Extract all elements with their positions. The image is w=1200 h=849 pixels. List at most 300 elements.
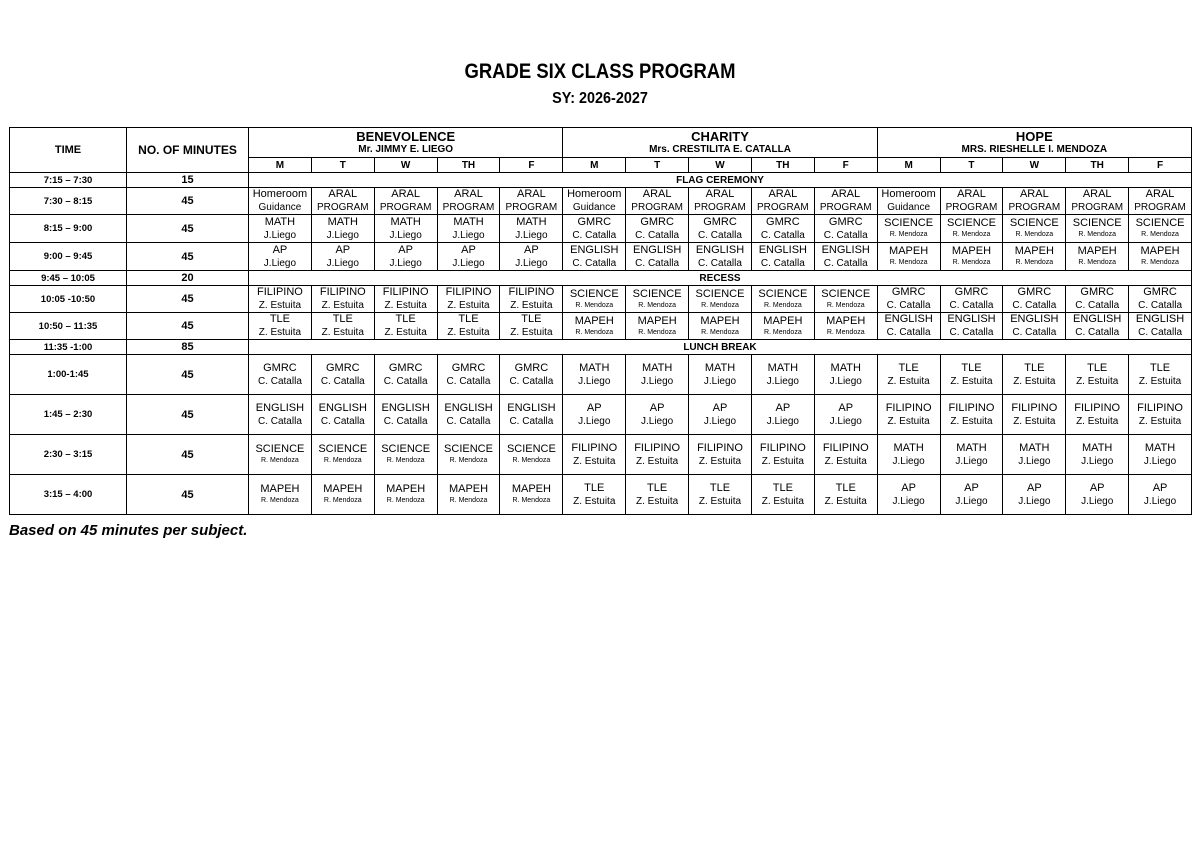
subject-teacher: R. Mendoza [952, 259, 991, 266]
subject-cell [563, 215, 626, 243]
subject-cell [500, 286, 563, 313]
subject-teacher: R. Mendoza [1015, 259, 1054, 266]
subject-teacher: PROGRAM [1134, 202, 1186, 213]
subject-cell [877, 313, 940, 340]
subject-name: MATH [390, 215, 421, 228]
subject-teacher: Z. Estuita [510, 327, 553, 338]
subject-name: ENGLISH [695, 243, 745, 256]
subject-teacher: R. Mendoza [449, 497, 488, 504]
minutes-cell: 45 [127, 395, 249, 435]
subject-name: MAPEH [826, 314, 866, 327]
subject-teacher: C. Catalla [383, 375, 428, 387]
subject-cell [500, 355, 563, 395]
subject-name: MAPEH [1140, 245, 1180, 257]
header-time: TIME [10, 128, 127, 173]
subject-name: SCIENCE [1009, 217, 1059, 229]
subject-name: GMRC [263, 361, 297, 374]
subject-name: GMRC [640, 215, 674, 228]
subject-name: GMRC [766, 215, 800, 228]
subject-cell [1066, 215, 1129, 243]
day-header: W [374, 158, 437, 173]
subject-name: Homeroom [881, 188, 936, 200]
subject-teacher: PROGRAM [631, 202, 683, 213]
subject-teacher: C. Catalla [1012, 327, 1057, 338]
subject-name: ENGLISH [758, 243, 807, 256]
subject-teacher: J.Liego [515, 257, 548, 269]
day-header: T [311, 158, 374, 173]
subject-name: ARAL [768, 188, 798, 200]
subject-cell [877, 435, 940, 475]
subject-name: ENGLISH [884, 313, 933, 325]
subject-cell [751, 243, 814, 271]
subject-name: FILIPINO [508, 286, 555, 298]
time-cell: 9:45 – 10:05 [10, 271, 127, 286]
subject-cell [1003, 355, 1066, 395]
subject-name: GMRC [577, 215, 612, 228]
day-header: W [1003, 158, 1066, 173]
subject-cell [437, 243, 500, 271]
subject-teacher: J.Liego [955, 455, 988, 467]
table-row [10, 395, 1192, 435]
subject-name: TLE [269, 313, 291, 325]
subject-name: ARAL [831, 188, 861, 200]
subject-cell [437, 435, 500, 475]
subject-teacher: R. Mendoza [449, 457, 488, 464]
subject-cell [563, 355, 626, 395]
subject-cell [1003, 395, 1066, 435]
subject-name: MATH [830, 361, 861, 374]
subject-teacher: Z. Estuita [950, 415, 993, 427]
time-cell: 9:00 – 9:45 [10, 243, 127, 271]
subject-teacher: R. Mendoza [1141, 231, 1179, 238]
subject-teacher: Z. Estuita [761, 455, 804, 467]
subject-cell [689, 435, 752, 475]
subject-name: Homeroom [252, 188, 308, 200]
subject-cell [563, 286, 626, 313]
subject-cell [689, 475, 752, 515]
time-cell: 10:50 – 11:35 [10, 313, 127, 340]
subject-cell [1003, 286, 1066, 313]
minutes-cell: 15 [127, 173, 249, 188]
subject-teacher: J.Liego [1018, 455, 1051, 467]
subject-cell [1129, 286, 1192, 313]
subject-teacher: Z. Estuita [573, 455, 616, 467]
subject-teacher: C. Catalla [446, 375, 491, 387]
table-row [10, 475, 1192, 515]
subject-name: GMRC [388, 361, 423, 374]
break-cell: FLAG CEREMONY [249, 173, 1192, 188]
time-cell: 7:15 – 7:30 [10, 173, 127, 188]
subject-teacher: Z. Estuita [824, 495, 867, 507]
subject-cell [1129, 355, 1192, 395]
subject-cell [374, 313, 437, 340]
subject-cell [249, 313, 312, 340]
subject-teacher: PROGRAM [757, 202, 809, 213]
school-year: SY: 2026-2027 [552, 90, 648, 107]
subject-name: FILIPINO [382, 286, 429, 298]
subject-teacher: C. Catalla [823, 257, 868, 269]
subject-teacher: Z. Estuita [1076, 415, 1119, 427]
subject-cell [437, 355, 500, 395]
subject-cell [1129, 215, 1192, 243]
subject-name: MAPEH [1077, 245, 1117, 257]
subject-name: MATH [641, 361, 673, 374]
subject-cell [689, 188, 752, 215]
subject-teacher: R. Mendoza [638, 328, 676, 336]
subject-name: GMRC [451, 361, 486, 374]
subject-teacher: PROGRAM [442, 202, 495, 213]
subject-teacher: R. Mendoza [952, 231, 991, 238]
subject-name: ARAL [454, 188, 483, 200]
subject-cell [311, 475, 374, 515]
subject-name: MATH [579, 361, 610, 374]
subject-teacher: Z. Estuita [887, 375, 930, 387]
subject-name: ARAL [1082, 188, 1112, 200]
subject-name: AP [775, 401, 791, 414]
subject-name: GMRC [891, 286, 926, 298]
subject-cell [1066, 395, 1129, 435]
minutes-cell: 85 [127, 340, 249, 355]
subject-cell [689, 313, 752, 340]
subject-cell [940, 188, 1003, 215]
subject-teacher: Z. Estuita [258, 300, 302, 311]
subject-name: MATH [327, 215, 358, 228]
subject-cell [1003, 313, 1066, 340]
subject-name: ARAL [642, 188, 672, 200]
subject-name: SCIENCE [695, 287, 745, 300]
subject-cell [374, 395, 437, 435]
subject-cell [940, 243, 1003, 271]
subject-cell [626, 313, 689, 340]
subject-name: AP [901, 481, 916, 494]
subject-teacher: PROGRAM [505, 202, 558, 213]
subject-name: FILIPINO [634, 441, 681, 454]
subject-teacher: J.Liego [1081, 495, 1114, 507]
subject-name: ENGLISH [1135, 313, 1185, 325]
subject-name: TLE [898, 361, 919, 374]
subject-teacher: J.Liego [389, 229, 422, 241]
break-cell: LUNCH BREAK [249, 340, 1192, 355]
subject-cell [1129, 188, 1192, 215]
subject-name: TLE [709, 481, 731, 494]
minutes-cell: 45 [127, 355, 249, 395]
subject-cell [940, 435, 1003, 475]
subject-name: AP [272, 243, 288, 256]
subject-teacher: C. Catalla [257, 375, 302, 387]
subject-teacher: J.Liego [766, 375, 799, 387]
subject-cell [437, 215, 500, 243]
table-row [10, 340, 1192, 355]
subject-teacher: C. Catalla [1138, 327, 1182, 338]
subject-cell [1066, 355, 1129, 395]
subject-teacher: R. Mendoza [763, 301, 802, 309]
subject-cell [437, 286, 500, 313]
subject-cell [689, 286, 752, 313]
subject-cell [374, 286, 437, 313]
subject-name: TLE [1087, 361, 1108, 374]
subject-teacher: R. Mendoza [638, 301, 676, 309]
subject-teacher: C. Catalla [509, 375, 554, 387]
subject-teacher: C. Catalla [698, 229, 742, 241]
subject-name: MAPEH [574, 314, 614, 327]
subject-teacher: C. Catalla [257, 415, 302, 427]
subject-teacher: J.Liego [892, 455, 925, 467]
subject-name: AP [1089, 481, 1105, 494]
subject-teacher: Z. Estuita [761, 495, 804, 507]
subject-cell [1129, 395, 1192, 435]
subject-cell [249, 395, 312, 435]
subject-name: MAPEH [700, 314, 740, 327]
minutes-cell: 45 [127, 475, 249, 515]
subject-cell [814, 395, 877, 435]
subject-teacher: R. Mendoza [323, 457, 362, 464]
subject-cell [500, 215, 563, 243]
subject-name: MAPEH [386, 483, 426, 495]
subject-teacher: J.Liego [1081, 455, 1114, 467]
subject-cell [249, 215, 312, 243]
subject-cell [877, 475, 940, 515]
subject-cell [311, 435, 374, 475]
subject-cell [249, 286, 312, 313]
subject-teacher: R. Mendoza [701, 328, 739, 336]
subject-teacher: R. Mendoza [1078, 231, 1117, 238]
subject-cell [1066, 475, 1129, 515]
subject-teacher: J.Liego [892, 495, 925, 507]
subject-name: SCIENCE [632, 287, 682, 300]
subject-cell [626, 435, 689, 475]
subject-teacher: C. Catalla [572, 229, 617, 241]
subject-teacher: C. Catalla [1075, 300, 1120, 311]
subject-teacher: C. Catalla [1138, 300, 1182, 311]
subject-name: AP [649, 401, 665, 414]
subject-teacher: PROGRAM [316, 202, 369, 213]
subject-teacher: R. Mendoza [512, 457, 551, 464]
table-row [10, 243, 1192, 271]
time-cell: 11:35 -1:00 [10, 340, 127, 355]
subject-name: GMRC [954, 286, 989, 298]
minutes-cell: 45 [127, 313, 249, 340]
subject-teacher: J.Liego [326, 257, 359, 269]
subject-teacher: PROGRAM [819, 202, 872, 213]
subject-name: ARAL [957, 188, 986, 200]
subject-teacher: Z. Estuita [258, 327, 302, 338]
table-row [10, 355, 1192, 395]
subject-name: ARAL [391, 188, 421, 200]
subject-teacher: R. Mendoza [701, 301, 739, 309]
subject-name: TLE [835, 481, 856, 494]
subject-teacher: Z. Estuita [1013, 415, 1056, 427]
minutes-cell: 20 [127, 271, 249, 286]
subject-name: FILIPINO [571, 441, 618, 454]
subject-cell [500, 243, 563, 271]
subject-teacher: J.Liego [1143, 495, 1177, 507]
subject-name: FILIPINO [445, 286, 492, 298]
subject-cell [311, 188, 374, 215]
subject-cell [940, 286, 1003, 313]
subject-name: AP [461, 243, 476, 256]
subject-cell [626, 215, 689, 243]
subject-cell [877, 188, 940, 215]
subject-teacher: R. Mendoza [575, 328, 614, 336]
minutes-cell: 45 [127, 215, 249, 243]
subject-teacher: Z. Estuita [510, 300, 553, 311]
subject-name: MAPEH [448, 483, 489, 495]
subject-teacher: C. Catalla [949, 300, 994, 311]
subject-cell [1003, 435, 1066, 475]
subject-cell [751, 215, 814, 243]
subject-teacher: J.Liego [326, 229, 359, 241]
subject-teacher: C. Catalla [823, 229, 868, 241]
day-header: F [814, 158, 877, 173]
footnote: Based on 45 minutes per subject. [9, 522, 248, 539]
subject-teacher: Z. Estuita [887, 415, 930, 427]
subject-teacher: C. Catalla [886, 327, 931, 338]
subject-teacher: R. Mendoza [575, 301, 614, 309]
subject-cell [563, 313, 626, 340]
subject-name: AP [524, 243, 539, 256]
subject-cell [877, 355, 940, 395]
subject-name: ENGLISH [1073, 313, 1122, 325]
subject-teacher: R. Mendoza [889, 259, 928, 266]
subject-name: AP [1152, 481, 1168, 494]
subject-teacher: R. Mendoza [763, 328, 802, 336]
subject-cell [814, 475, 877, 515]
subject-cell [311, 215, 374, 243]
page-title: GRADE SIX CLASS PROGRAM [464, 60, 736, 83]
section-name: HOPE [1015, 129, 1053, 144]
subject-teacher: J.Liego [515, 229, 548, 241]
subject-name: ENGLISH [318, 401, 367, 414]
subject-cell [563, 395, 626, 435]
subject-cell [751, 286, 814, 313]
subject-teacher: Z. Estuita [447, 300, 490, 311]
section-header-charity [563, 128, 877, 158]
subject-teacher: J.Liego [578, 415, 611, 427]
subject-name: MAPEH [511, 483, 551, 495]
subject-name: MAPEH [260, 483, 300, 495]
subject-name: ENGLISH [570, 243, 619, 256]
time-cell: 10:05 -10:50 [10, 286, 127, 313]
subject-name: ENGLISH [255, 401, 305, 414]
section-header-hope [877, 128, 1191, 158]
subject-teacher: Guidance [572, 202, 616, 213]
day-header: T [626, 158, 689, 173]
subject-name: FILIPINO [1074, 401, 1121, 414]
subject-cell [814, 188, 877, 215]
subject-name: ARAL [517, 188, 546, 200]
table-row [10, 313, 1192, 340]
subject-name: FILIPINO [885, 401, 932, 414]
subject-name: SCIENCE [444, 443, 493, 455]
subject-cell [563, 243, 626, 271]
subject-teacher: Guidance [258, 202, 302, 213]
subject-cell [311, 286, 374, 313]
subject-teacher: Z. Estuita [384, 300, 427, 311]
subject-cell [1066, 188, 1129, 215]
subject-teacher: R. Mendoza [512, 497, 551, 504]
subject-name: ENGLISH [507, 401, 556, 414]
day-header: TH [437, 158, 500, 173]
subject-cell [689, 243, 752, 271]
subject-teacher: Z. Estuita [636, 495, 679, 507]
subject-cell [751, 475, 814, 515]
subject-teacher: J.Liego [641, 415, 674, 427]
subject-name: TLE [961, 361, 982, 374]
subject-cell [500, 475, 563, 515]
subject-teacher: J.Liego [829, 415, 862, 427]
subject-cell [1129, 243, 1192, 271]
subject-teacher: C. Catalla [949, 327, 994, 338]
subject-name: AP [398, 243, 413, 256]
subject-name: MATH [767, 361, 799, 374]
subject-teacher: C. Catalla [635, 229, 680, 241]
subject-name: MATH [1144, 441, 1176, 454]
minutes-cell: 45 [127, 243, 249, 271]
subject-teacher: R. Mendoza [386, 497, 425, 504]
section-name: CHARITY [691, 129, 749, 144]
day-header: T [940, 158, 1003, 173]
subject-name: GMRC [703, 215, 737, 228]
subject-teacher: C. Catalla [383, 415, 428, 427]
subject-name: MAPEH [323, 483, 363, 495]
subject-name: GMRC [1143, 286, 1177, 298]
subject-cell [1066, 435, 1129, 475]
subject-name: AP [964, 481, 979, 494]
subject-name: ENGLISH [444, 401, 493, 414]
subject-cell [751, 313, 814, 340]
subject-name: MAPEH [951, 245, 992, 257]
subject-name: ENGLISH [381, 401, 430, 414]
subject-teacher: R. Mendoza [323, 497, 362, 504]
subject-teacher: PROGRAM [1008, 202, 1061, 213]
subject-teacher: J.Liego [263, 257, 297, 269]
subject-name: MAPEH [1014, 245, 1054, 257]
subject-cell [1129, 475, 1192, 515]
subject-name: SCIENCE [381, 443, 431, 455]
subject-name: MATH [264, 215, 296, 228]
subject-name: SCIENCE [947, 217, 996, 229]
table-row [10, 286, 1192, 313]
subject-name: ENGLISH [947, 313, 996, 325]
subject-teacher: PROGRAM [694, 202, 746, 213]
section-name: BENEVOLENCE [356, 129, 456, 144]
subject-name: FILIPINO [948, 401, 995, 414]
subject-teacher: C. Catalla [320, 375, 365, 387]
subject-name: MAPEH [763, 314, 803, 327]
subject-teacher: R. Mendoza [1078, 259, 1117, 266]
subject-cell [626, 395, 689, 435]
subject-cell [374, 188, 437, 215]
subject-cell [374, 243, 437, 271]
subject-teacher: Z. Estuita [447, 327, 490, 338]
minutes-cell: 45 [127, 188, 249, 215]
subject-name: GMRC [828, 215, 863, 228]
subject-name: TLE [521, 313, 542, 325]
section-adviser: Mr. JIMMY E. LIEGO [358, 144, 454, 155]
subject-name: MATH [956, 441, 987, 454]
subject-cell [940, 395, 1003, 435]
subject-cell [751, 188, 814, 215]
subject-cell [500, 435, 563, 475]
day-header: W [689, 158, 752, 173]
subject-teacher: R. Mendoza [261, 457, 299, 464]
subject-name: TLE [458, 313, 479, 325]
time-cell: 2:30 – 3:15 [10, 435, 127, 475]
subject-cell [689, 395, 752, 435]
subject-teacher: C. Catalla [760, 229, 805, 241]
subject-teacher: C. Catalla [1075, 327, 1120, 338]
subject-teacher: J.Liego [641, 375, 674, 387]
